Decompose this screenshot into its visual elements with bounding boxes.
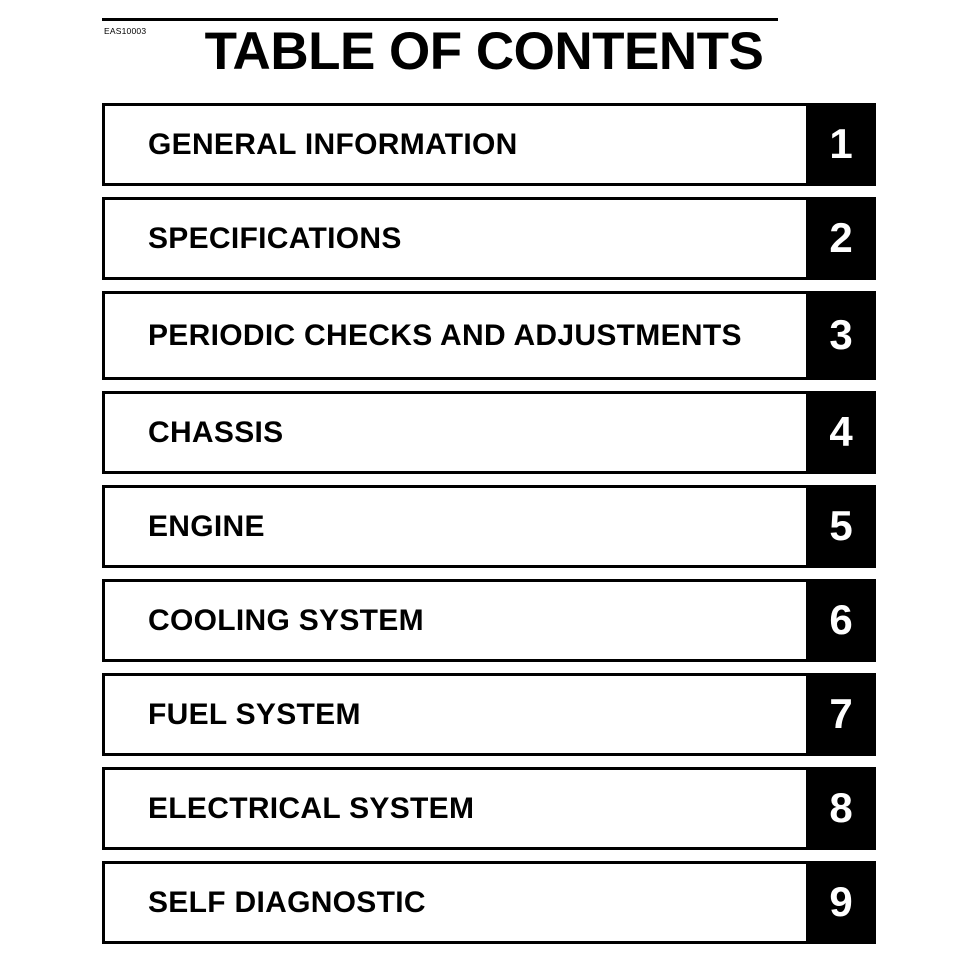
- toc-entry-number-tab: [806, 291, 876, 380]
- toc-entry-number: 7: [829, 689, 853, 737]
- toc-entry-number-tab: [806, 861, 876, 944]
- toc-entry-number-tab: [806, 579, 876, 662]
- toc-entry-number: 1: [829, 119, 853, 167]
- toc-entry-number: 9: [829, 877, 853, 925]
- toc-entry-label-box: [102, 391, 806, 474]
- table-of-contents: [102, 103, 876, 955]
- toc-entry-label-box: [102, 291, 806, 380]
- toc-entry-label-box: [102, 861, 806, 944]
- toc-entry-number: 8: [829, 783, 853, 831]
- toc-entry-label-box: [102, 579, 806, 662]
- toc-entry-label: ELECTRICAL SYSTEM: [148, 791, 475, 825]
- page-title: TABLE OF CONTENTS: [204, 22, 764, 81]
- toc-entry[interactable]: [102, 291, 876, 380]
- toc-entry-number-tab: [806, 103, 876, 186]
- toc-entry-number: 6: [829, 595, 853, 643]
- toc-entry-number: 3: [829, 310, 853, 358]
- toc-entry-number: 5: [829, 501, 853, 549]
- toc-entry-label: ENGINE: [148, 509, 265, 543]
- toc-entry-number-tab: [806, 485, 876, 568]
- document-code: EAS10003: [104, 26, 147, 36]
- toc-entry[interactable]: [102, 861, 876, 944]
- toc-entry-label-box: [102, 767, 806, 850]
- toc-entry-number-tab: [806, 767, 876, 850]
- header-rule: [102, 18, 778, 21]
- toc-entry-label: SELF DIAGNOSTIC: [148, 885, 426, 919]
- toc-entry-label: COOLING SYSTEM: [148, 603, 424, 637]
- toc-entry[interactable]: [102, 485, 876, 568]
- toc-entry-label: FUEL SYSTEM: [148, 697, 361, 731]
- toc-entry-label-box: [102, 673, 806, 756]
- toc-entry-label-box: [102, 485, 806, 568]
- toc-entry-label: GENERAL INFORMATION: [148, 127, 518, 161]
- toc-entry[interactable]: [102, 103, 876, 186]
- toc-entry-number-tab: [806, 197, 876, 280]
- toc-entry-label-box: [102, 103, 806, 186]
- toc-entry-label-box: [102, 197, 806, 280]
- toc-entry[interactable]: [102, 197, 876, 280]
- toc-entry-number-tab: [806, 673, 876, 756]
- toc-entry-number: 2: [829, 213, 853, 261]
- toc-entry-number: 4: [829, 407, 853, 455]
- toc-entry-label: PERIODIC CHECKS AND ADJUSTMENTS: [148, 318, 742, 352]
- toc-entry[interactable]: [102, 767, 876, 850]
- toc-entry-label: CHASSIS: [148, 415, 284, 449]
- toc-entry[interactable]: [102, 673, 876, 756]
- toc-entry-label: SPECIFICATIONS: [148, 221, 402, 255]
- toc-entry[interactable]: [102, 579, 876, 662]
- toc-entry-number-tab: [806, 391, 876, 474]
- toc-entry[interactable]: [102, 391, 876, 474]
